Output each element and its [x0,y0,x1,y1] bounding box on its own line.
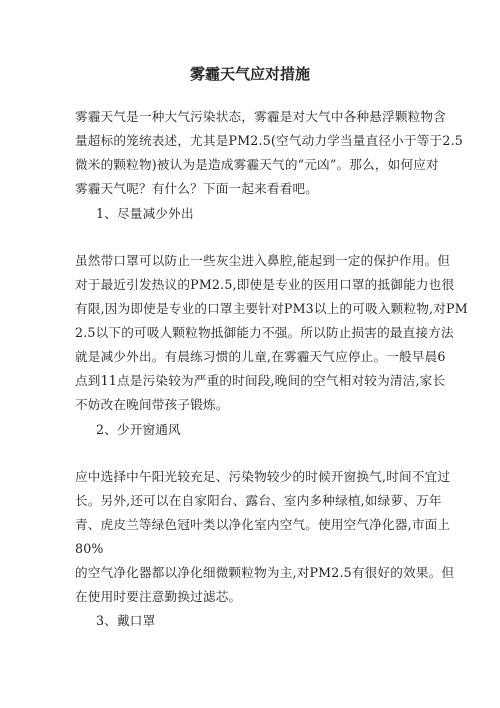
section-1-line: 点到11点是污染较为严重的时间段,晚间的空气相对较为清洁,家长 [75,373,446,388]
intro-line: 雾霾天气是一种大气污染状态，雾霾是对大气中各种悬浮颗粒物含 [75,109,447,124]
section-2-line: 在使用时要注意勤换过滤芯。 [75,589,242,604]
intro-line: 雾霾天气呢？有什么？下面一起来看看吧。 [75,181,319,196]
section-2-line: 的空气净化器都以净化细微颗粒物为主,对PM2.5有很好的效果。但 [75,565,455,580]
section-1-line: 就是减少外出。有晨练习惯的儿童,在雾霾天气应停止。一般早晨6 [75,349,446,364]
section-2-heading: 2、少开窗通风 [96,422,181,437]
section-1-line: 2.5以下的可吸人颗粒物抵御能力不强。所以防止损害的最直接方法 [75,325,454,340]
section-2-line: 应中选择中午阳光较充足、污染物较少的时候开窗换气,时间不宜过 [75,469,451,484]
section-2-line: 80% [75,541,104,556]
document-title: 雾霾天气应对措施 [189,65,310,83]
intro-line: 微米的颗粒物)被认为是造成雾霾天气的“元凶”。那么，如何应对 [75,157,439,172]
section-1-line: 有限,因为即使是专业的口罩主要针对PM3以上的可吸入颗粒物,对PM [75,301,468,316]
section-1-line: 不妨改在晚间带孩子锻炼。 [75,397,229,412]
section-1-heading: 1、尽量减少外出 [96,206,194,221]
section-1-line: 对于最近引发热议的PM2.5,即使是专业的医用口罩的抵御能力也很 [75,277,455,292]
section-1-line: 虽然带口罩可以防止一些灰尘进入鼻腔,能起到一定的保护作用。但 [75,253,451,268]
section-3-heading: 3、戴口罩 [96,613,156,628]
section-2-line: 长。另外,还可以在自家阳台、露台、室内多种绿植,如绿萝、万年 [75,493,442,508]
intro-line: 量超标的笼统表述，尤其是PM2.5(空气动力学当量直径小于等于2.5 [75,133,463,148]
section-2-line: 青、虎皮兰等绿色冠叶类以净化室内空气。使用空气净化器,市面上 [75,517,451,532]
